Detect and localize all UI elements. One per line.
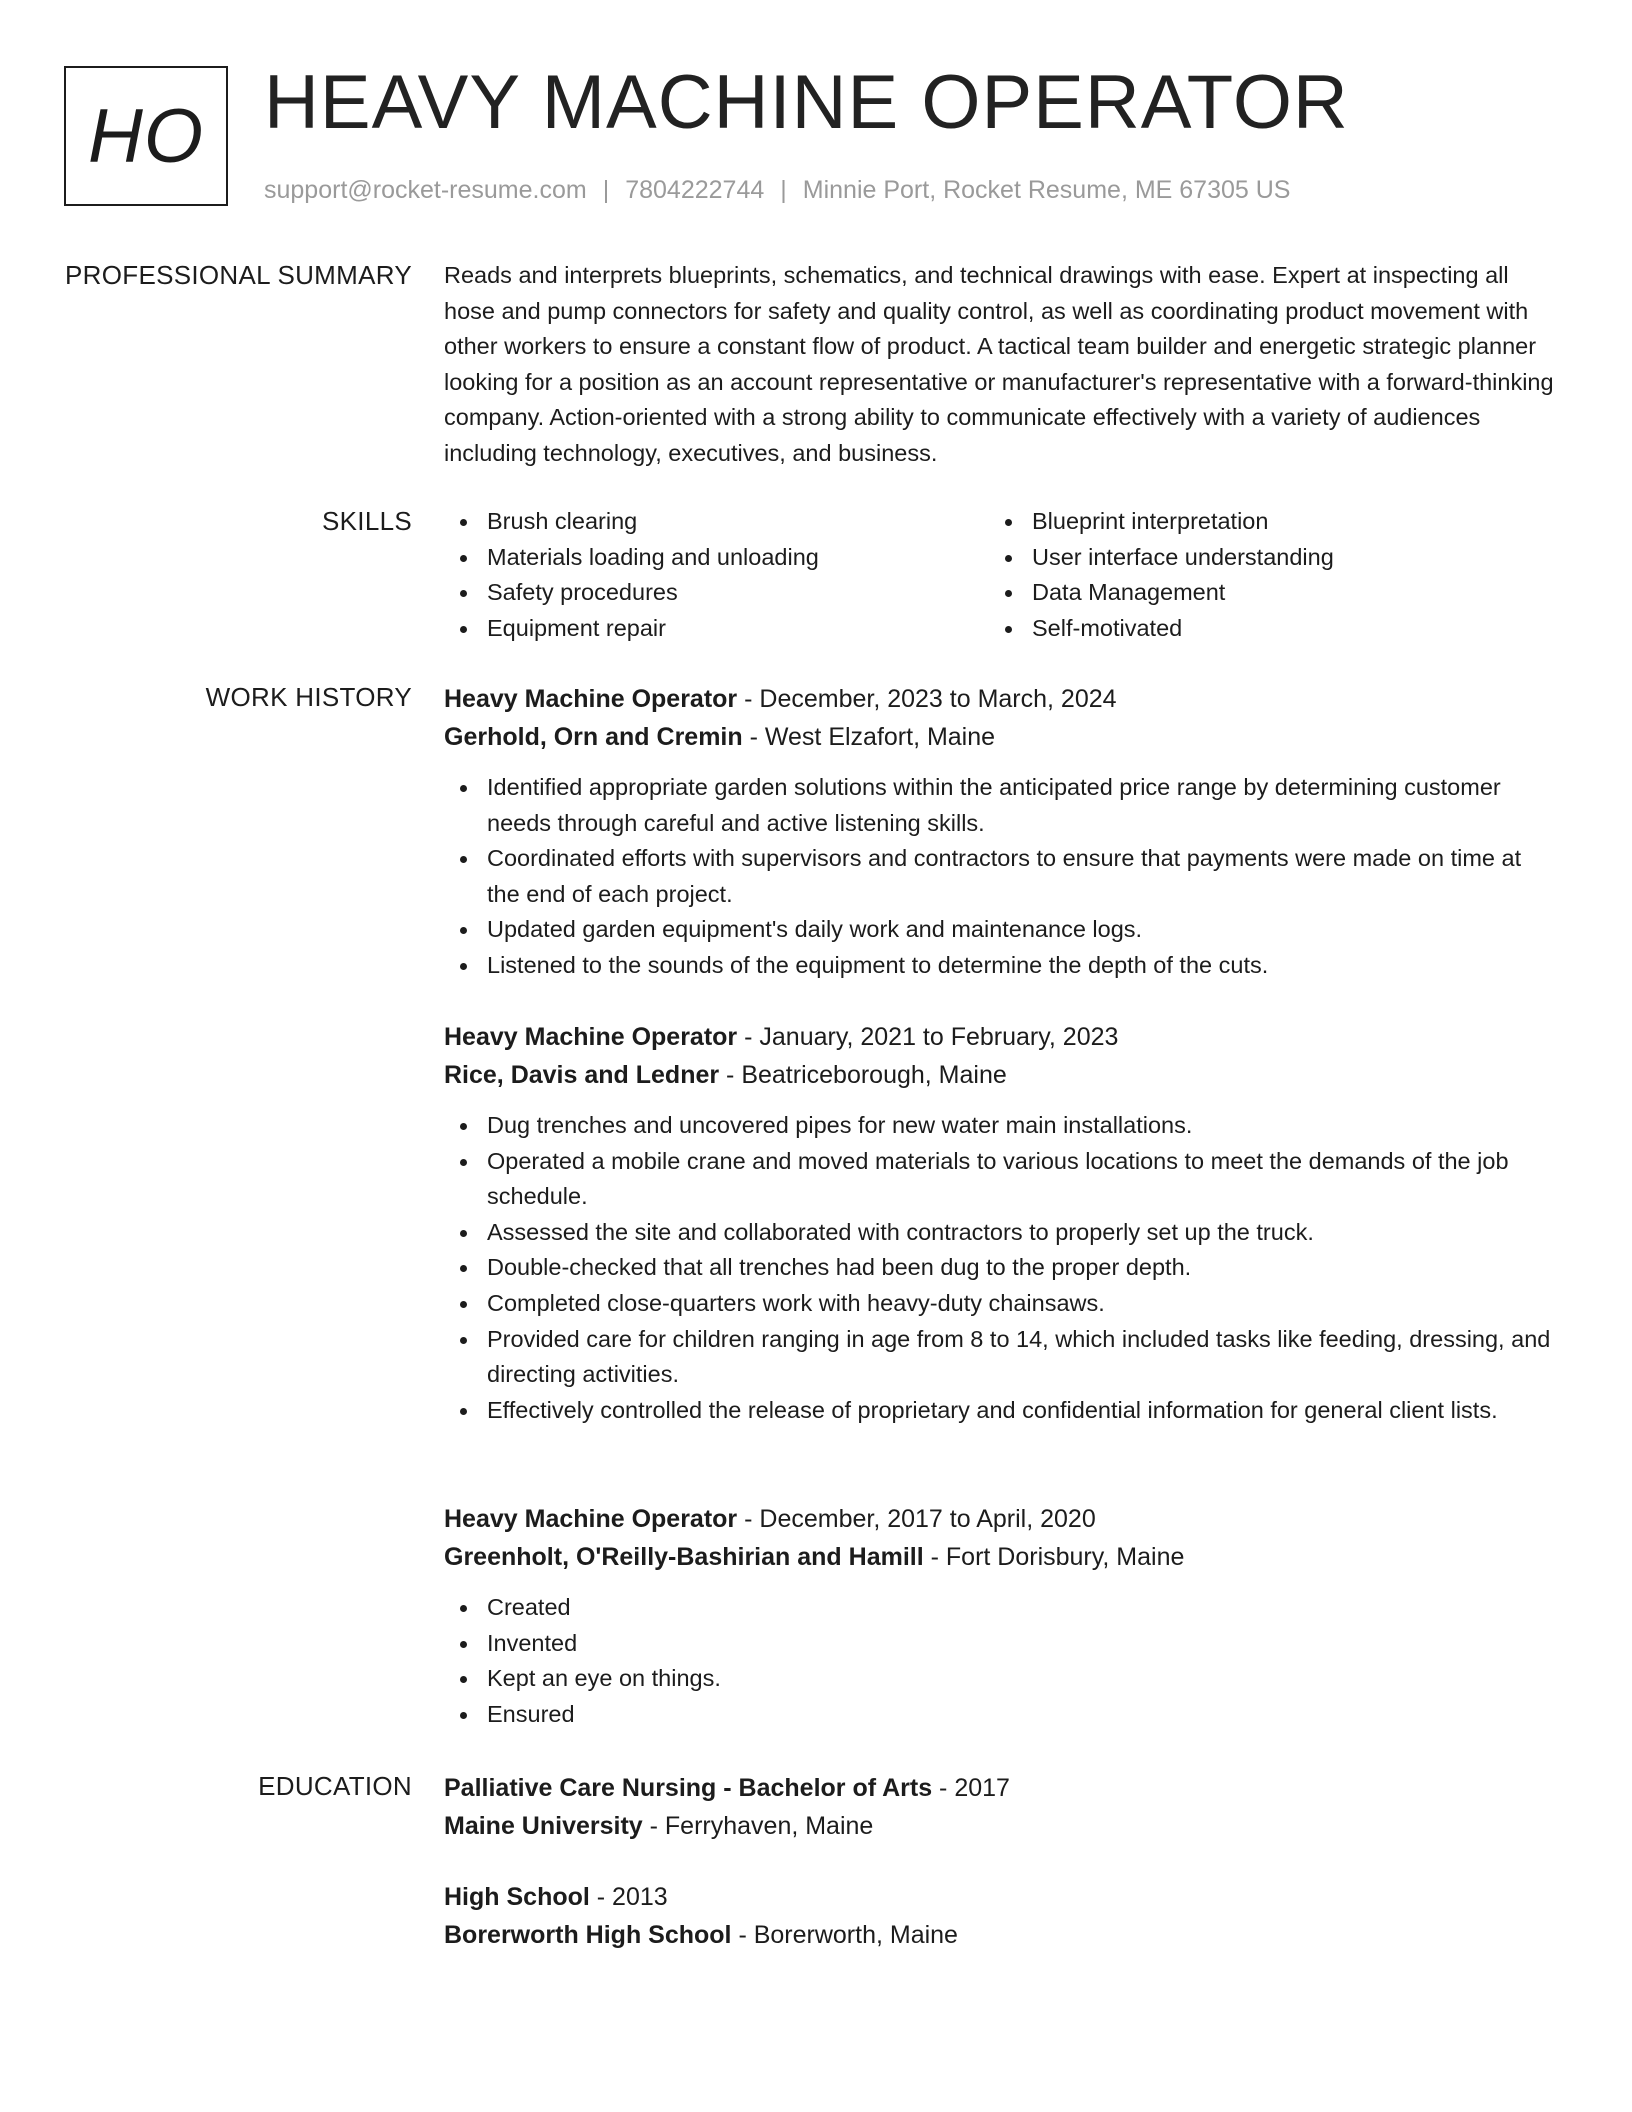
- duty-item: Coordinated efforts with supervisors and contractors to ensure that payments were made on time at the end of each project.: [444, 841, 1559, 912]
- education-degree: High School: [444, 1883, 590, 1911]
- duty-item: Provided care for children ranging in age from 8 to 14, which included tasks like feeding, dressing, and directing activities.: [444, 1322, 1559, 1393]
- duty-item: Identified appropriate garden solutions within the anticipated price range by determining customer needs through careful and active listening skills.: [444, 770, 1559, 841]
- education-school-line: [444, 1807, 1559, 1845]
- contact-phone[interactable]: 7804222744: [625, 176, 765, 204]
- job-duties: [444, 770, 1559, 984]
- skills-column-right: [989, 504, 1534, 646]
- job-company-line: [444, 1056, 1559, 1094]
- job-role: Heavy Machine Operator: [444, 1505, 738, 1533]
- duty-item: Updated garden equipment's daily work and maintenance logs.: [444, 912, 1559, 948]
- education-school: Maine University: [444, 1812, 643, 1840]
- skills-heading: SKILLS: [322, 506, 412, 536]
- education-degree-line: [444, 1769, 1559, 1807]
- education-degree-line: [444, 1878, 1559, 1916]
- contact-separator: |: [780, 176, 787, 204]
- duty-item: Operated a mobile crane and moved materials to various locations to meet the demands of the job schedule.: [444, 1144, 1559, 1215]
- job-company-line: [444, 718, 1559, 756]
- education-location: - Borerworth, Maine: [731, 1921, 958, 1949]
- job-entry: [444, 680, 1559, 984]
- skill-item: Safety procedures: [444, 575, 989, 611]
- education-location: - Ferryhaven, Maine: [642, 1812, 874, 1840]
- skills-list: [444, 504, 1559, 646]
- job-company-line: [444, 1538, 1559, 1576]
- skills-column-left: [444, 504, 989, 646]
- job-dates: - January, 2021 to February, 2023: [737, 1023, 1119, 1051]
- education-degree: Palliative Care Nursing - Bachelor of Arts: [444, 1774, 933, 1802]
- job-dates: - December, 2023 to March, 2024: [737, 685, 1117, 713]
- job-company: Rice, Davis and Ledner: [444, 1061, 720, 1089]
- duty-item: Dug trenches and uncovered pipes for new water main installations.: [444, 1108, 1559, 1144]
- skill-item: Self-motivated: [989, 611, 1534, 647]
- job-role-line: [444, 680, 1559, 718]
- job-duties: [444, 1108, 1559, 1428]
- duty-item: Invented: [444, 1626, 1559, 1662]
- duty-item: Effectively controlled the release of proprietary and confidential information for general client lists.: [444, 1393, 1559, 1429]
- education-year: - 2013: [589, 1883, 668, 1911]
- duty-item: Double-checked that all trenches had been dug to the proper depth.: [444, 1250, 1559, 1286]
- duty-item: Completed close-quarters work with heavy-duty chainsaws.: [444, 1286, 1559, 1322]
- duty-item: Created: [444, 1590, 1559, 1626]
- skill-item: Blueprint interpretation: [989, 504, 1534, 540]
- education-year: - 2017: [932, 1774, 1010, 1802]
- job-dates: - December, 2017 to April, 2020: [737, 1505, 1096, 1533]
- job-company: Greenholt, O'Reilly-Bashirian and Hamill: [444, 1543, 924, 1571]
- contact-address: Minnie Port, Rocket Resume, ME 67305 US: [802, 176, 1291, 204]
- summary-text: Reads and interprets blueprints, schematics, and technical drawings with ease. Expert at inspecting all hose and pump connectors for safety and quality control, as well as coordinating product movement with other workers to ensure a constant flow of product. A tactical team builder and energetic strategic planner looking for a position as an account representative or manufacturer's representative with a forward-thinking company. Action-oriented with a strong ability to communicate effectively with a variety of audiences including technology, executives, and business.: [444, 262, 1554, 466]
- education-entry: [444, 1769, 1559, 1845]
- duty-item: Listened to the sounds of the equipment to determine the depth of the cuts.: [444, 948, 1559, 984]
- job-entry: [444, 1500, 1559, 1732]
- job-location: - Beatriceborough, Maine: [719, 1061, 1007, 1089]
- monogram-initials: HO: [88, 93, 204, 179]
- summary-heading: PROFESSIONAL SUMMARY: [65, 260, 412, 290]
- job-role: Heavy Machine Operator: [444, 685, 738, 713]
- skill-item: Brush clearing: [444, 504, 989, 540]
- skill-item: Data Management: [989, 575, 1534, 611]
- duty-item: Ensured: [444, 1697, 1559, 1733]
- job-company: Gerhold, Orn and Cremin: [444, 723, 743, 751]
- duty-item: Assessed the site and collaborated with contractors to properly set up the truck.: [444, 1215, 1559, 1251]
- skill-item: Materials loading and unloading: [444, 540, 989, 576]
- skill-item: Equipment repair: [444, 611, 989, 647]
- contact-email[interactable]: support@rocket-resume.com: [264, 176, 587, 204]
- duty-item: Kept an eye on things.: [444, 1661, 1559, 1697]
- job-role-line: [444, 1500, 1559, 1538]
- skill-item: User interface understanding: [989, 540, 1534, 576]
- education-entry: [444, 1878, 1559, 1954]
- contact-separator: |: [602, 176, 610, 204]
- education-school: Borerworth High School: [444, 1921, 732, 1949]
- job-location: - West Elzafort, Maine: [742, 723, 996, 751]
- job-location: - Fort Dorisbury, Maine: [923, 1543, 1185, 1571]
- monogram-badge: [64, 66, 228, 206]
- job-role: Heavy Machine Operator: [444, 1023, 738, 1051]
- job-role-line: [444, 1018, 1559, 1056]
- summary-body: [444, 258, 1559, 472]
- contact-line: [264, 174, 1290, 206]
- work-heading: WORK HISTORY: [205, 682, 412, 712]
- job-entry: [444, 1018, 1559, 1428]
- education-school-line: [444, 1916, 1559, 1954]
- candidate-title: HEAVY MACHINE OPERATOR: [264, 60, 1349, 145]
- job-duties: [444, 1590, 1559, 1732]
- education-heading: EDUCATION: [258, 1771, 412, 1801]
